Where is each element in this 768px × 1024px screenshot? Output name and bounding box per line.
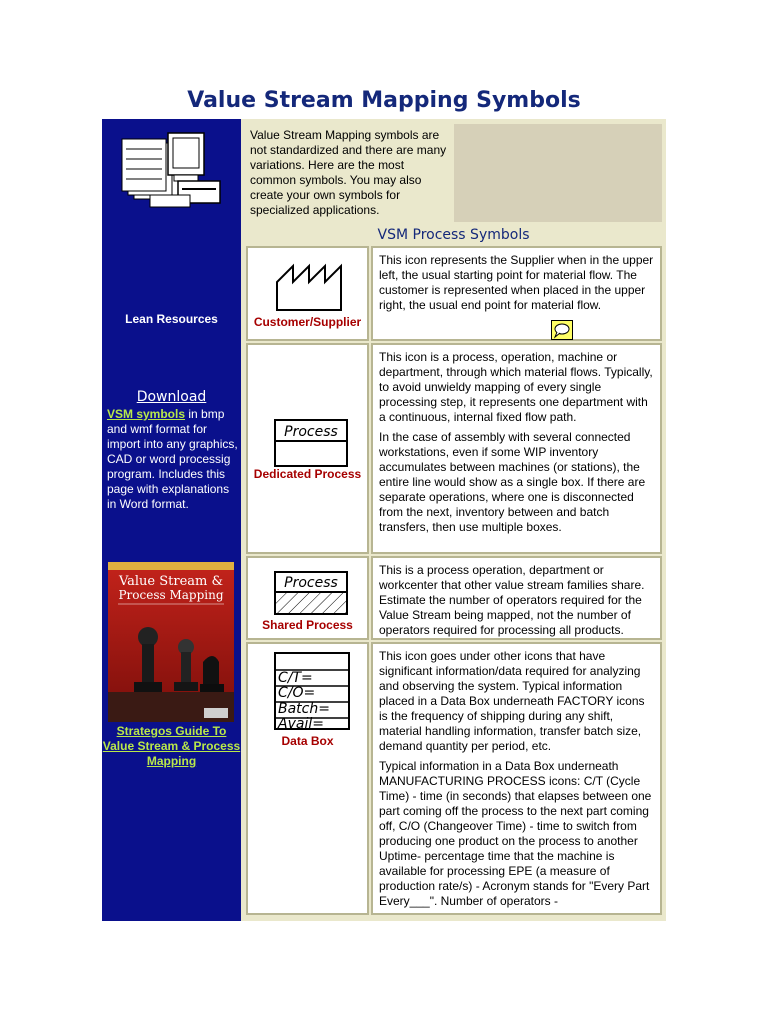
download-description-text: in bmp and wmf format for import into any graphics, CAD or word processig program. Includes this page with explanations in Word format. [107,407,238,511]
symbol-paragraph: In the case of assembly with several connected workstations, even if some WIP inventory accumulates between machines (or stations), the entire line would show as a single box. If there are separate operations, where one is disconnected from the next, inventory between and batch transfers, then use multiple boxes. [379,430,646,534]
symbol-description-data-box [371,642,662,915]
data-box-line: Avail= [278,716,324,730]
symbol-description-dedicated-process [371,343,662,554]
symbol-label: Data Box [281,734,334,748]
symbol-description-shared-process [371,556,662,640]
data-box-line: Batch= [278,701,330,717]
svg-text:Process Mapping: Process Mapping [118,588,224,602]
lean-resources-link[interactable]: Lean Resources [125,312,218,326]
svg-text:Value Stream &: Value Stream & [118,574,224,589]
symbol-label: Dedicated Process [253,467,362,481]
symbol-icon-cell-dedicated-process [246,343,369,554]
symbol-icon-cell-data-box [246,642,369,915]
page-title: Value Stream Mapping Symbols [187,88,581,113]
intro-image-placeholder [454,124,662,222]
factory-icon [274,262,346,312]
data-box-line: C/O= [278,685,316,701]
strategos-guide-link[interactable]: Strategos Guide To Value Stream & Process Mapping [102,724,241,768]
shared-process-icon [274,571,348,615]
symbol-label: Shared Process [262,618,353,632]
symbol-paragraph: This is a process operation, department or workcenter that other value stream families share. Estimate the number of operators required for the Value Stream being mapped, not the number of operators required for processing all products. [379,563,645,637]
data-box-line: C/T= [278,670,313,686]
section-title: VSM Process Symbols [377,227,530,243]
symbol-paragraph: Typical information in a Data Box underneath MANUFACTURING PROCESS icons: C/T (Cycle Time) - time (in seconds) that elapses between one part coming off the process to the next part coming off, C/O (Changeover Time) - time to switch from producing one product on the process to another Uptime- percentage time that the machine is available for processing EPE (a measure of production rate/s) - Acronym stands for "Every Part Every___". Number of operators - [379,759,652,908]
symbol-paragraph: This icon represents the Supplier when in the upper left, the usual starting point for material flow. The customer is represented when placed in the upper right, the usual end point for material flow. [379,253,654,312]
symbol-paragraph: This icon goes under other icons that have significant information/data required for analyzing and observing the system. Typical information placed in a Data Box underneath FACTORY icons is the frequency of shipping during any shift, material handling information, transfer batch size, demand quantity per period, etc. [379,649,645,753]
symbol-label: Customer/Supplier [253,315,362,329]
data-box-icon [274,652,350,730]
comment-icon[interactable] [551,320,573,340]
process-box-icon-text: Process [284,424,338,440]
shared-process-icon-text: Process [284,575,338,591]
symbol-icon-cell-shared-process [246,556,369,640]
intro-text: Value Stream Mapping symbols are not standardized and there are many variations. Here are the most common symbols. You may also create your own symbols for specialized applications. [250,128,447,217]
book-cover-image[interactable] [108,562,234,722]
process-box-icon [274,419,348,467]
computer-icon [120,125,226,211]
symbol-description-customer-supplier [371,246,662,341]
vsm-symbols-link[interactable]: VSM symbols [107,407,186,421]
symbol-paragraph: This icon is a process, operation, machine or department, through which material flows. Typically, to avoid unwieldy mapping of every single processing step, it represents one department with a continuous, internal fixed flow path. [379,350,653,424]
symbol-icon-cell-customer-supplier [246,246,369,341]
download-description [107,407,238,512]
sidebar [102,119,241,921]
download-heading[interactable]: Download [136,389,207,405]
